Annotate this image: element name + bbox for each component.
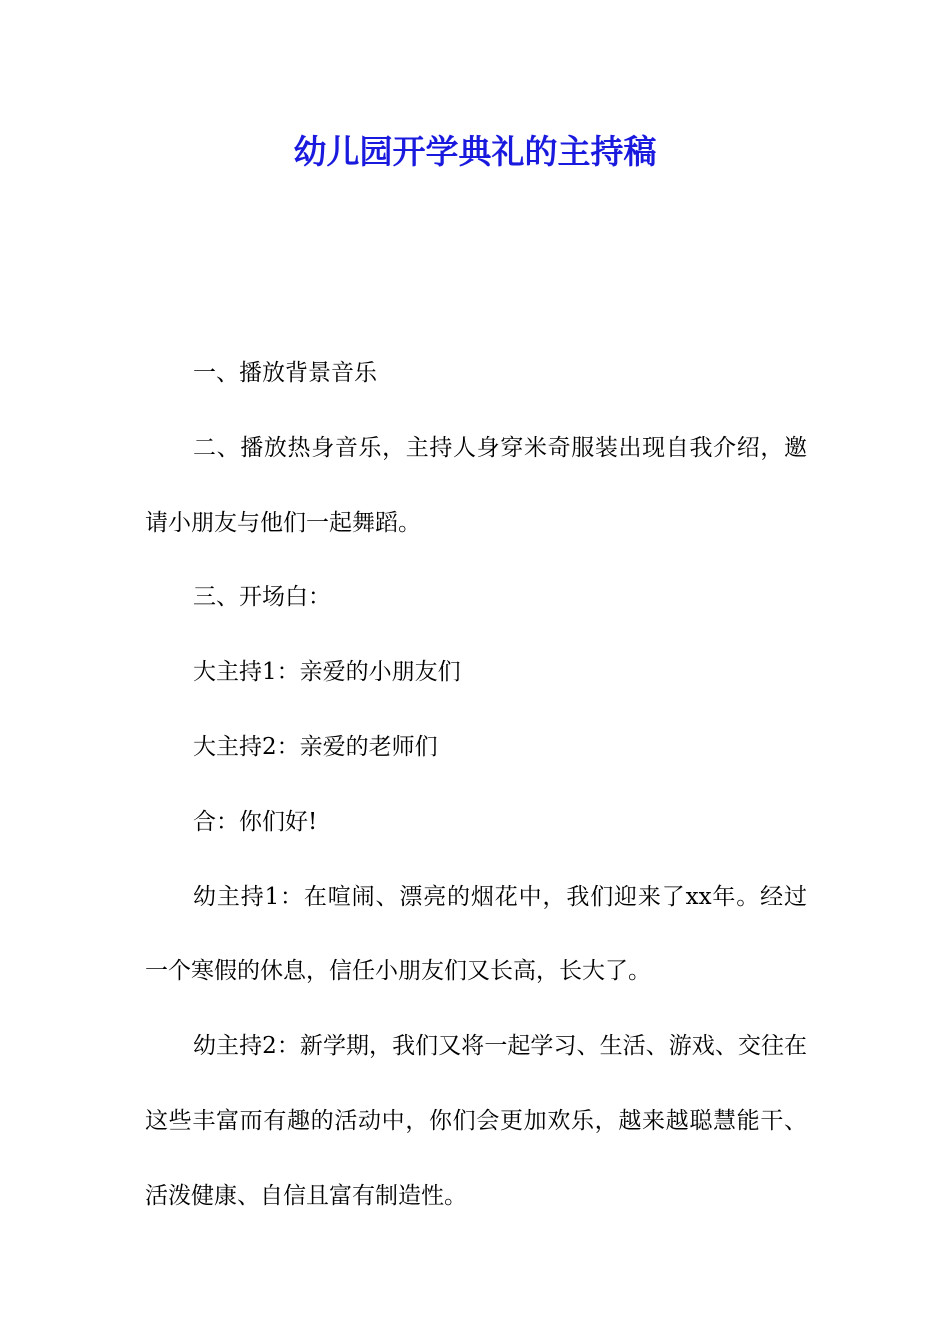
document-body — [145, 336, 807, 1234]
paragraph-warmup-music: 二、播放热身音乐，主持人身穿米奇服装出现自我介绍，邀请小朋友与他们一起舞蹈。 — [145, 434, 807, 536]
paragraph-host2-greeting: 大主持2：亲爱的老师们 — [193, 733, 438, 760]
paragraph-child-host2: 幼主持2：新学期，我们又将一起学习、生活、游戏、交往在这些丰富而有趣的活动中，你们会更加欢乐，越来越聪慧能干、活泼健康、自信且富有制造性。 — [145, 1033, 807, 1209]
paragraph-opening-heading: 三、开场白： — [193, 584, 331, 611]
paragraph-play-background-music: 一、播放背景音乐 — [193, 360, 377, 386]
document-title: 幼儿园开学典礼的主持稿 — [293, 132, 657, 171]
paragraph-together-greeting: 合：你们好! — [193, 808, 318, 835]
paragraph-host1-greeting: 大主持1：亲爱的小朋友们 — [193, 659, 461, 686]
paragraph-child-host1: 幼主持1：在喧闹、漂亮的烟花中，我们迎来了xx年。经过一个寒假的休息，信任小朋友们又长高，长大了。 — [145, 883, 807, 985]
